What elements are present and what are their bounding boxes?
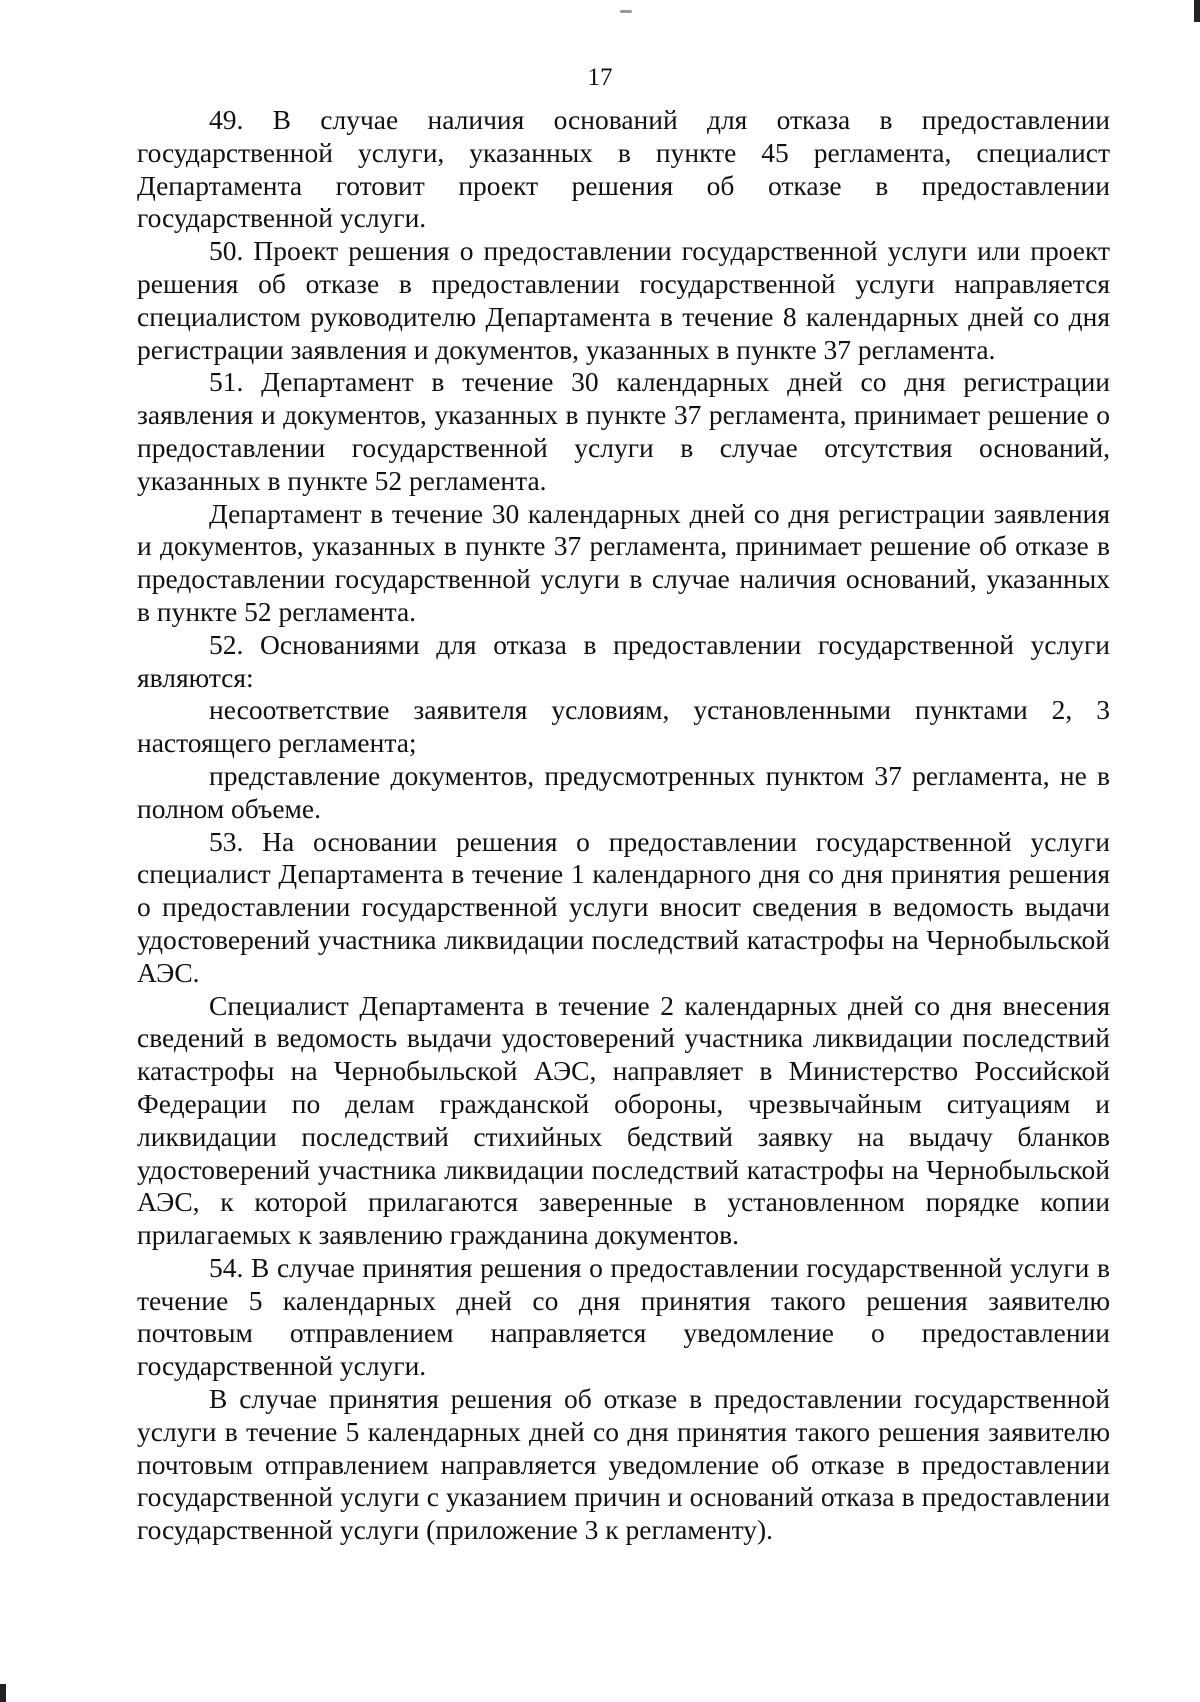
paragraph-52-item-1: несоответствие заявителя условиям, установленными пунктами 2, 3 настоящего регламента; [137,694,1110,759]
paragraph-51: 51. Департамент в течение 30 календарных дней со дня регистрации заявления и документов, указанных в пункте 37 регламента, принимает решение о предоставлении государственной услуги в случае отсутствия оснований, указанных в пункте 52 регламента. [137,366,1110,496]
paragraph-53: 53. На основании решения о предоставлении государственной услуги специалист Департамента в течение 1 календарного дня со дня принятия решения о предоставлении государственной услуги вносит сведения в ведомость выдачи удостоверений участника ликвидации последствий катастрофы на Чернобыльской АЭС. [137,825,1110,988]
paragraph-51-continued: Департамент в течение 30 календарных дней со дня регистрации заявления и документов, указанных в пункте 37 регламента, принимает решение об отказе в предоставлении государственной услуги в случае наличия оснований, указанных в пункте 52 регламента. [137,497,1110,627]
scan-edge-mark-bottom [0,1684,6,1702]
paragraph-52-item-2: представление документов, предусмотренных пунктом 37 регламента, не в полном объеме. [137,759,1110,824]
page-number: 17 [587,64,613,91]
scan-artifact-top [620,10,632,13]
paragraph-53-continued: Специалист Департамента в течение 2 календарных дней со дня внесения сведений в ведомость выдачи удостоверений участника ликвидации последствий катастрофы на Чернобыльской АЭС, направляет в Министерство Российской Федерации по делам гражданской обороны, чрезвычайным ситуациям и ликвидации последствий стихийных бедствий заявку на выдачу бланков удостоверений участника ликвидации последствий катастрофы на Чернобыльской АЭС, к которой прилагаются заверенные в установленном порядке копии прилагаемых к заявлению гражданина документов. [137,989,1110,1251]
scan-edge-mark-top [1194,0,1200,22]
paragraph-52: 52. Основаниями для отказа в предоставлении государственной услуги являются: [137,628,1110,693]
paragraph-54: 54. В случае принятия решения о предоставлении государственной услуги в течение 5 календарных дней со дня принятия такого решения заявителю почтовым отправлением направляется уведомление о предоставлении государственной услуги. [137,1251,1110,1382]
document-body [137,104,1110,1547]
paragraph-50: 50. Проект решения о предоставлении государственной услуги или проект решения об отказе в предоставлении государственной услуги направляется специалистом руководителю Департамента в течение 8 календарных дней со дня регистрации заявления и документов, указанных в пункте 37 регламента. [137,235,1110,365]
paragraph-54-continued: В случае принятия решения об отказе в предоставлении государственной услуги в течение 5 календарных дней со дня принятия такого решения заявителю почтовым отправлением направляется уведомление об отказе в предоставлении государственной услуги с указанием причин и оснований отказа в предоставлении государственной услуги (приложение 3 к регламенту). [137,1383,1110,1546]
paragraph-49: 49. В случае наличия оснований для отказа в предоставлении государственной услуги, указанных в пункте 45 регламента, специалист Департамента готовит проект решения об отказе в предоставлении государственной услуги. [137,104,1110,234]
